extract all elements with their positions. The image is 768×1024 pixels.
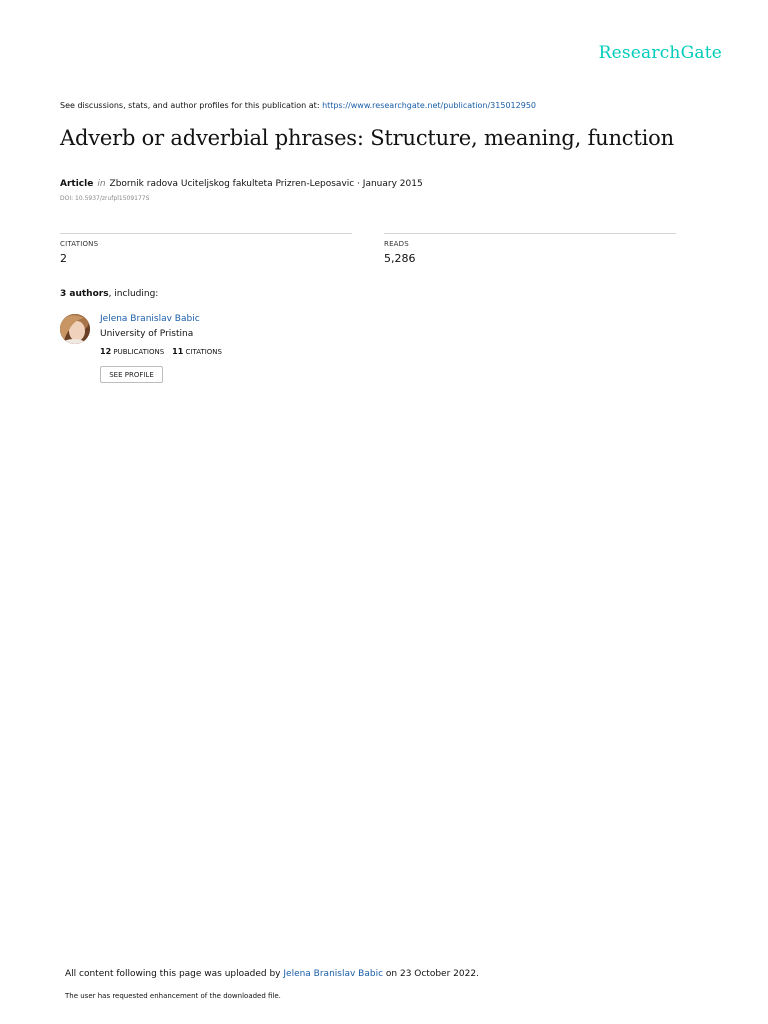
publication-doi: DOI: 10.5937/zrufpl1509177S bbox=[60, 195, 150, 202]
author-publications-count: 12 bbox=[100, 347, 112, 356]
reads-divider bbox=[384, 233, 676, 234]
author-institution: University of Pristina bbox=[100, 329, 194, 339]
publication-url-link[interactable]: https://www.researchgate.net/publication/315012950 bbox=[322, 101, 536, 110]
uploader-link[interactable]: Jelena Branislav Babic bbox=[283, 969, 384, 979]
citations-count: 2 bbox=[60, 252, 67, 265]
citations-divider bbox=[60, 233, 352, 234]
publication-meta bbox=[60, 179, 423, 189]
see-discussions-text: See discussions, stats, and author profiles for this publication at: bbox=[60, 101, 323, 110]
author-avatar-image bbox=[60, 314, 90, 344]
reads-count: 5,286 bbox=[384, 252, 416, 265]
reads-label: READS bbox=[384, 240, 409, 248]
upload-prefix: All content following this page was uploaded by bbox=[65, 969, 284, 979]
upload-notice bbox=[65, 969, 479, 979]
author-citations-count: 11 bbox=[172, 347, 184, 356]
author-publications-label: PUBLICATIONS bbox=[113, 348, 165, 356]
author-citations-label: CITATIONS bbox=[185, 348, 222, 356]
upload-suffix: on 23 October 2022. bbox=[383, 969, 479, 979]
in-label: in bbox=[97, 179, 106, 189]
publication-type: Article bbox=[60, 179, 94, 189]
author-stats bbox=[100, 347, 222, 356]
author-name-link[interactable]: Jelena Branislav Babic bbox=[100, 314, 200, 324]
authors-including: , including: bbox=[108, 289, 159, 299]
enhancement-note: The user has requested enhancement of the downloaded file. bbox=[65, 992, 281, 1000]
authors-count: 3 authors bbox=[60, 289, 109, 299]
authors-count-line bbox=[60, 289, 158, 299]
author-avatar[interactable] bbox=[60, 314, 90, 344]
citations-label: CITATIONS bbox=[60, 240, 99, 248]
researchgate-logo[interactable]: ResearchGate bbox=[598, 43, 722, 63]
see-profile-button[interactable]: SEE PROFILE bbox=[100, 366, 163, 383]
publication-title: Adverb or adverbial phrases: Structure, meaning, function bbox=[60, 126, 674, 150]
see-discussions-line bbox=[60, 101, 536, 110]
publication-venue-date: Zbornik radova Uciteljskog fakulteta Prizren-Leposavic · January 2015 bbox=[109, 179, 423, 189]
